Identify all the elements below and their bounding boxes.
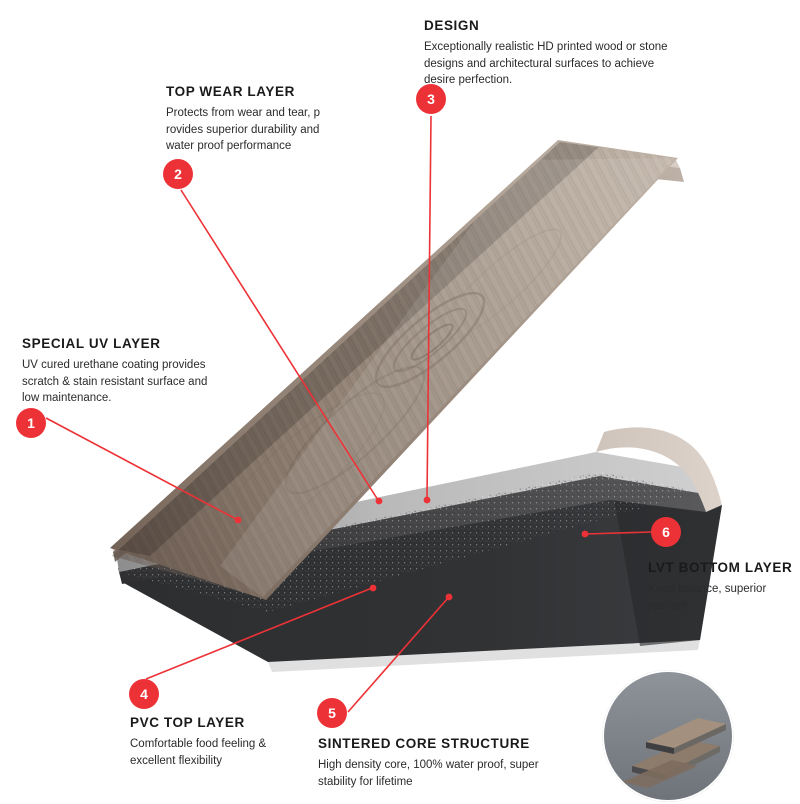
callout-special-uv-layer-title: SPECIAL UV LAYER <box>22 336 161 351</box>
callout-special-uv-layer-body: UV cured urethane coating provides scratch & stain resistant surface and low maintenance. <box>22 358 208 405</box>
callout-top-wear-layer-title: TOP WEAR LAYER <box>166 84 295 99</box>
callout-sintered-core-structure-body: High density core, 100% water proof, super stability for lifetime <box>318 758 539 788</box>
marker-5-label: 5 <box>328 705 336 721</box>
marker-1[interactable] <box>16 408 46 438</box>
callout-special-uv-layer <box>22 336 227 407</box>
callout-lvt-bottom-layer <box>648 560 800 614</box>
marker-1-label: 1 <box>27 415 35 431</box>
callout-lvt-bottom-layer-body: Keep balance, superior resilient <box>648 582 767 612</box>
marker-2-label: 2 <box>174 166 182 182</box>
marker-2[interactable] <box>163 159 193 189</box>
detail-inset-photo <box>600 668 736 804</box>
marker-5[interactable] <box>317 698 347 728</box>
callout-pvc-top-layer-title: PVC TOP LAYER <box>130 715 245 730</box>
marker-3-label: 3 <box>427 91 435 107</box>
callout-design-title: DESIGN <box>424 18 480 33</box>
callout-sintered-core-structure-title: SINTERED CORE STRUCTURE <box>318 736 530 751</box>
callout-pvc-top-layer-body: Comfortable food feeling & excellent flexibility <box>130 737 267 767</box>
marker-4[interactable] <box>129 679 159 709</box>
marker-4-label: 4 <box>140 686 148 702</box>
callout-design-body: Exceptionally realistic HD printed wood or stone designs and architectural surfaces to achieve desire perfection. <box>424 40 668 87</box>
callout-top-wear-layer <box>166 84 346 155</box>
callout-pvc-top-layer <box>130 715 310 769</box>
callout-lvt-bottom-layer-title: LVT BOTTOM LAYER <box>648 560 793 575</box>
marker-6-label: 6 <box>662 524 670 540</box>
callout-design <box>424 18 674 89</box>
callout-sintered-core-structure <box>318 736 558 790</box>
callout-top-wear-layer-body: Protects from wear and tear, p rovides superior durability and water proof performance <box>166 106 321 153</box>
marker-6[interactable] <box>651 517 681 547</box>
